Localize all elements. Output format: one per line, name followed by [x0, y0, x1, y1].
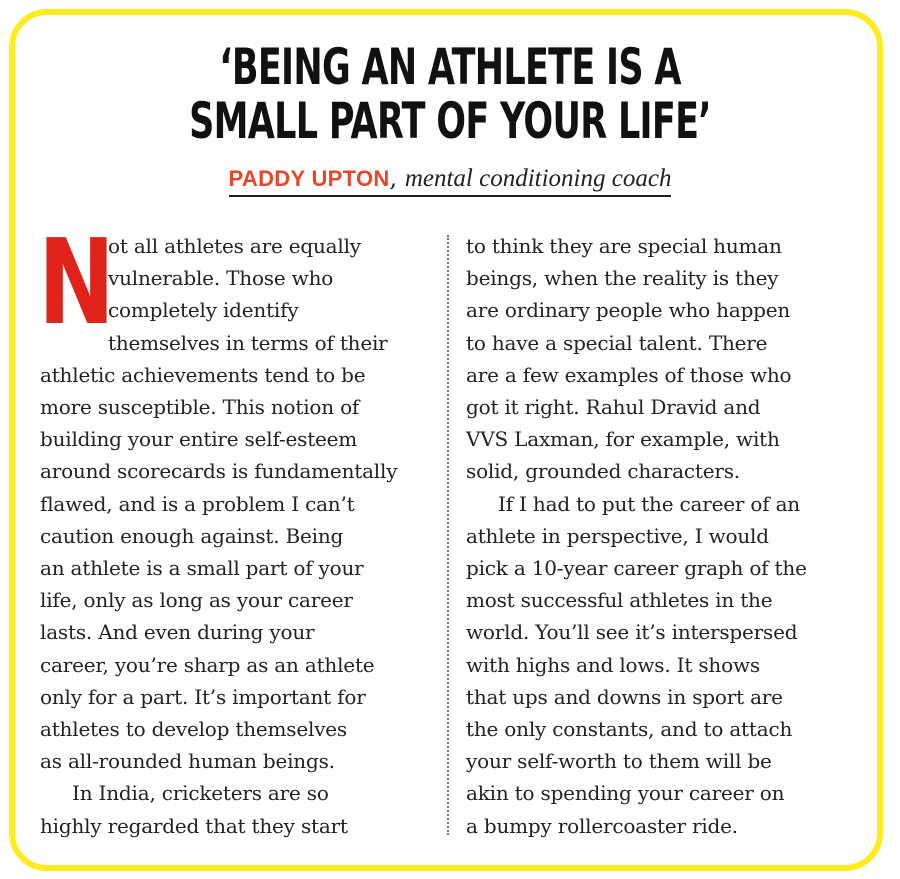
- body-line: flawed, and is a problem I can’t: [40, 491, 355, 516]
- body-line: athletic achievements tend to be: [40, 362, 366, 387]
- body-line: the only constants, and to attach: [466, 717, 793, 742]
- body-line: athletes to develop themselves: [40, 717, 347, 742]
- body-line: highly regarded that they start: [40, 813, 348, 838]
- body-line: pick a 10-year career graph of the: [466, 556, 807, 581]
- body-line: are ordinary people who happen: [466, 298, 791, 323]
- body-line: themselves in terms of their: [108, 330, 388, 355]
- body-line: caution enough against. Being: [40, 523, 344, 548]
- body-line: more susceptible. This notion of: [40, 395, 360, 420]
- byline-separator: ,: [389, 164, 398, 192]
- body-line: as all-rounded human beings.: [40, 749, 335, 774]
- body-line: vulnerable. Those who: [108, 266, 334, 291]
- headline-line-2: SMALL PART OF YOUR LIFE’: [189, 92, 711, 150]
- body-line: athlete in perspective, I would: [466, 523, 769, 548]
- body-line: lasts. And even during your: [40, 620, 315, 645]
- body-line: a bumpy rollercoaster ride.: [466, 813, 738, 838]
- body-line: If I had to put the career of an: [498, 491, 800, 516]
- body-line: around scorecards is fundamentally: [40, 459, 398, 484]
- column-left: [38, 213, 435, 842]
- body-line: are a few examples of those who: [466, 362, 792, 387]
- body-line: VVS Laxman, for example, with: [466, 427, 780, 452]
- body-line: an athlete is a small part of your: [40, 556, 364, 581]
- body-line: to think they are special human: [466, 234, 782, 258]
- byline-underline: [229, 163, 672, 197]
- body-line: beings, when the reality is they: [466, 266, 779, 291]
- headline: [135, 40, 765, 148]
- paragraph-2: [40, 777, 435, 841]
- body-line: building your entire self-esteem: [40, 427, 358, 452]
- body-line: your self-worth to them will be: [466, 749, 772, 774]
- body-line: ot all athletes are equally: [108, 234, 361, 258]
- body-line: solid, grounded characters.: [466, 459, 740, 484]
- body-line: with highs and lows. It shows: [466, 652, 760, 677]
- body-line: got it right. Rahul Dravid and: [466, 395, 761, 420]
- author-role: mental conditioning coach: [404, 165, 672, 192]
- column-divider: [447, 235, 449, 835]
- body-line: life, only as long as your career: [40, 588, 353, 613]
- body-line: that ups and downs in sport are: [466, 684, 783, 709]
- headline-line-1: ‘BEING AN ATHLETE IS A: [219, 38, 681, 96]
- author-name: PADDY UPTON: [228, 166, 390, 191]
- body-line: career, you’re sharp as an athlete: [40, 652, 375, 677]
- paragraph-3: [466, 488, 846, 842]
- body-line: akin to spending your career on: [466, 781, 785, 806]
- body-line: In India, cricketers are so: [72, 781, 329, 806]
- drop-cap: N: [38, 213, 115, 351]
- body-line: world. You’ll see it’s interspersed: [466, 620, 798, 645]
- body-line: only for a part. It’s important for: [40, 684, 366, 709]
- column-right: [466, 230, 846, 842]
- paragraph-2-continued: [466, 230, 846, 488]
- byline: [0, 163, 900, 197]
- body-line: completely identify: [108, 298, 299, 323]
- body-line: most successful athletes in the: [466, 588, 773, 613]
- body-line: to have a special talent. There: [466, 330, 768, 355]
